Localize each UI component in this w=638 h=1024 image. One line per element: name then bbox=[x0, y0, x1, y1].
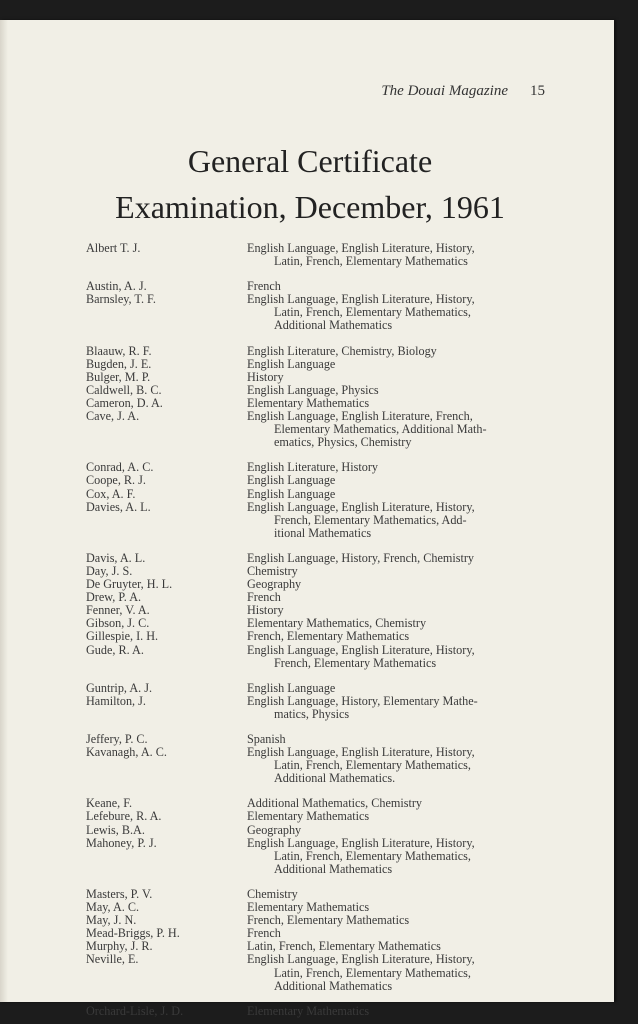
subject-line: English Language, English Literature, History, bbox=[247, 499, 475, 514]
list-item bbox=[0, 384, 614, 397]
subject-line: English Language, English Literature, French, bbox=[247, 409, 473, 424]
subject-line: English Language bbox=[247, 473, 336, 488]
subjects-passed bbox=[247, 1005, 542, 1018]
candidate-name: Bulger, M. P. bbox=[86, 369, 151, 384]
subject-line: Latin, French, Elementary Mathematics, bbox=[274, 848, 471, 863]
subject-line: History bbox=[247, 603, 284, 618]
subjects-passed bbox=[247, 242, 542, 268]
list-item bbox=[0, 345, 614, 358]
list-item bbox=[0, 293, 614, 332]
candidate-name: Masters, P. V. bbox=[86, 886, 153, 901]
subject-line: English Language, English Literature, History, bbox=[247, 952, 475, 967]
subjects-passed bbox=[247, 358, 542, 371]
list-item bbox=[0, 953, 614, 992]
candidate-name: Blaauw, R. F. bbox=[86, 343, 152, 358]
subjects-passed bbox=[247, 293, 542, 332]
subject-line: French, Elementary Mathematics bbox=[274, 655, 437, 670]
running-header bbox=[300, 83, 545, 100]
entry-spacer bbox=[0, 333, 614, 345]
subject-line: Spanish bbox=[247, 732, 286, 746]
subject-line: Elementary Mathematics, Chemistry bbox=[247, 616, 427, 631]
subject-line: Chemistry bbox=[247, 886, 298, 901]
subjects-passed bbox=[247, 552, 542, 565]
subject-line: English Language, English Literature, History, bbox=[247, 835, 475, 850]
list-item bbox=[0, 1005, 614, 1018]
subject-line: ematics, Physics, Chemistry bbox=[274, 435, 412, 450]
candidate-name: Hamilton, J. bbox=[86, 693, 146, 708]
list-item bbox=[0, 552, 614, 565]
candidate-name: Coope, R. J. bbox=[86, 473, 146, 488]
subject-line: English Language, English Literature, History, bbox=[247, 745, 475, 760]
subject-line: English Language, English Literature, History, bbox=[247, 642, 475, 657]
results-list bbox=[0, 242, 614, 1018]
subjects-passed bbox=[247, 630, 542, 643]
entry-spacer bbox=[0, 993, 614, 1005]
subjects-passed bbox=[247, 591, 542, 604]
subject-line: Geography bbox=[247, 577, 302, 592]
candidate-name: Mead-Briggs, P. H. bbox=[86, 926, 180, 941]
subject-line: Additional Mathematics bbox=[274, 318, 393, 333]
candidate-name: Neville, E. bbox=[86, 952, 139, 967]
subject-line: Additional Mathematics bbox=[274, 861, 393, 876]
subject-line: History bbox=[247, 369, 284, 384]
candidate-name: De Gruyter, H. L. bbox=[86, 577, 173, 592]
candidate-name: Bugden, J. E. bbox=[86, 356, 152, 371]
subject-line: Latin, French, Elementary Mathematics bbox=[274, 254, 468, 269]
subject-line: Elementary Mathematics, Additional Math- bbox=[274, 422, 487, 437]
candidate-name: Drew, P. A. bbox=[86, 590, 142, 605]
title-line-2: Examination, December, 1961 bbox=[115, 189, 505, 225]
candidate-name: Conrad, A. C. bbox=[86, 460, 154, 475]
magazine-title: The Douai Magazine bbox=[381, 83, 508, 99]
list-item bbox=[0, 488, 614, 501]
list-item bbox=[0, 644, 614, 670]
list-item bbox=[0, 358, 614, 371]
subject-line: Additional Mathematics, Chemistry bbox=[247, 796, 422, 811]
subject-line: English Language bbox=[247, 356, 336, 371]
subject-line: English Language bbox=[247, 680, 336, 695]
subject-line: Elementary Mathematics bbox=[247, 809, 370, 824]
subjects-passed bbox=[247, 695, 542, 721]
candidate-name: May, A. C. bbox=[86, 900, 140, 915]
subject-line: Latin, French, Elementary Mathematics bbox=[247, 939, 441, 954]
page-number: 15 bbox=[530, 83, 545, 99]
title-line-1: General Certificate bbox=[187, 143, 433, 179]
list-item bbox=[0, 682, 614, 695]
candidate-name: Day, J. S. bbox=[86, 563, 133, 578]
candidate-name: Cox, A. F. bbox=[86, 486, 136, 501]
subjects-passed bbox=[247, 746, 542, 785]
subject-line: Additional Mathematics. bbox=[274, 771, 396, 786]
candidate-name: Cameron, D. A. bbox=[86, 395, 163, 410]
subject-line: English Language, English Literature, History, bbox=[247, 292, 475, 307]
candidate-name: Caldwell, B. C. bbox=[86, 382, 162, 397]
candidate-name: Kavanagh, A. C. bbox=[86, 745, 167, 760]
subjects-passed bbox=[247, 345, 542, 358]
list-item bbox=[0, 371, 614, 384]
candidate-name: Orchard-Lisle, J. D. bbox=[86, 1003, 184, 1018]
subject-line: Elementary Mathematics bbox=[247, 900, 370, 915]
list-item bbox=[0, 824, 614, 837]
subject-line: English Language bbox=[247, 486, 336, 501]
list-item bbox=[0, 695, 614, 721]
list-item bbox=[0, 501, 614, 540]
candidate-name: Mahoney, P. J. bbox=[86, 835, 157, 850]
subject-line: English Literature, History bbox=[247, 460, 378, 475]
candidate-name: Barnsley, T. F. bbox=[86, 292, 156, 307]
candidate-name: Gibson, J. C. bbox=[86, 616, 150, 631]
list-item bbox=[0, 410, 614, 449]
list-item bbox=[0, 837, 614, 876]
subject-line: Latin, French, Elementary Mathematics, bbox=[274, 305, 471, 320]
candidate-name: Guntrip, A. J. bbox=[86, 680, 153, 695]
candidate-name: Lewis, B.A. bbox=[86, 822, 145, 837]
subject-line: Elementary Mathematics bbox=[247, 395, 370, 410]
candidate-name: Murphy, J. R. bbox=[86, 939, 153, 954]
list-item bbox=[0, 630, 614, 643]
list-item bbox=[0, 474, 614, 487]
subject-line: English Literature, Chemistry, Biology bbox=[247, 343, 437, 358]
list-item bbox=[0, 242, 614, 268]
subjects-passed bbox=[247, 501, 542, 540]
subjects-passed bbox=[247, 682, 542, 695]
subject-line: Chemistry bbox=[247, 563, 298, 578]
subjects-passed bbox=[247, 410, 542, 449]
subjects-passed bbox=[247, 578, 542, 591]
subject-line: Latin, French, Elementary Mathematics, bbox=[274, 965, 471, 980]
subject-line: French bbox=[247, 926, 281, 941]
subject-line: itional Mathematics bbox=[274, 525, 372, 540]
list-item bbox=[0, 810, 614, 823]
candidate-name: Cave, J. A. bbox=[86, 409, 140, 424]
page-title bbox=[60, 138, 560, 230]
subjects-passed bbox=[247, 824, 542, 837]
subject-line: French bbox=[247, 590, 281, 605]
subjects-passed bbox=[247, 488, 542, 501]
subjects-passed bbox=[247, 474, 542, 487]
candidate-name: Fenner, V. A. bbox=[86, 603, 150, 618]
subjects-passed bbox=[247, 384, 542, 397]
subjects-passed bbox=[247, 837, 542, 876]
subjects-passed bbox=[247, 371, 542, 384]
list-item bbox=[0, 746, 614, 785]
candidate-name: Jeffery, P. C. bbox=[86, 732, 148, 746]
subject-line: English Language, History, Elementary Mathe- bbox=[247, 693, 478, 708]
entry-spacer bbox=[0, 670, 614, 682]
subject-line: Elementary Mathematics bbox=[247, 1003, 370, 1018]
candidate-name: Keane, F. bbox=[86, 796, 133, 811]
subject-line: Additional Mathematics bbox=[274, 978, 393, 993]
candidate-name: Davies, A. L. bbox=[86, 499, 151, 514]
subjects-passed bbox=[247, 914, 542, 927]
subject-line: French, Elementary Mathematics bbox=[247, 629, 410, 644]
subjects-passed bbox=[247, 644, 542, 670]
candidate-name: Albert T. J. bbox=[86, 241, 141, 255]
subjects-passed bbox=[247, 953, 542, 992]
candidate-name: May, J. N. bbox=[86, 913, 137, 928]
candidate-name: Davis, A. L. bbox=[86, 550, 146, 565]
candidate-name: Lefebure, R. A. bbox=[86, 809, 162, 824]
candidate-name: Gude, R. A. bbox=[86, 642, 144, 657]
subject-line: French bbox=[247, 279, 281, 294]
candidate-name: Gillespie, I. H. bbox=[86, 629, 159, 644]
subject-line: English Language, English Literature, History, bbox=[247, 241, 475, 255]
subject-line: French, Elementary Mathematics, Add- bbox=[274, 512, 467, 527]
subject-line: French, Elementary Mathematics bbox=[247, 913, 410, 928]
subject-line: matics, Physics bbox=[274, 706, 350, 721]
candidate-name: Austin, A. J. bbox=[86, 279, 147, 294]
subject-line: Latin, French, Elementary Mathematics, bbox=[274, 758, 471, 773]
subject-line: English Language, Physics bbox=[247, 382, 379, 397]
subjects-passed bbox=[247, 810, 542, 823]
subject-line: Geography bbox=[247, 822, 302, 837]
subject-line: English Language, History, French, Chemistry bbox=[247, 550, 475, 565]
